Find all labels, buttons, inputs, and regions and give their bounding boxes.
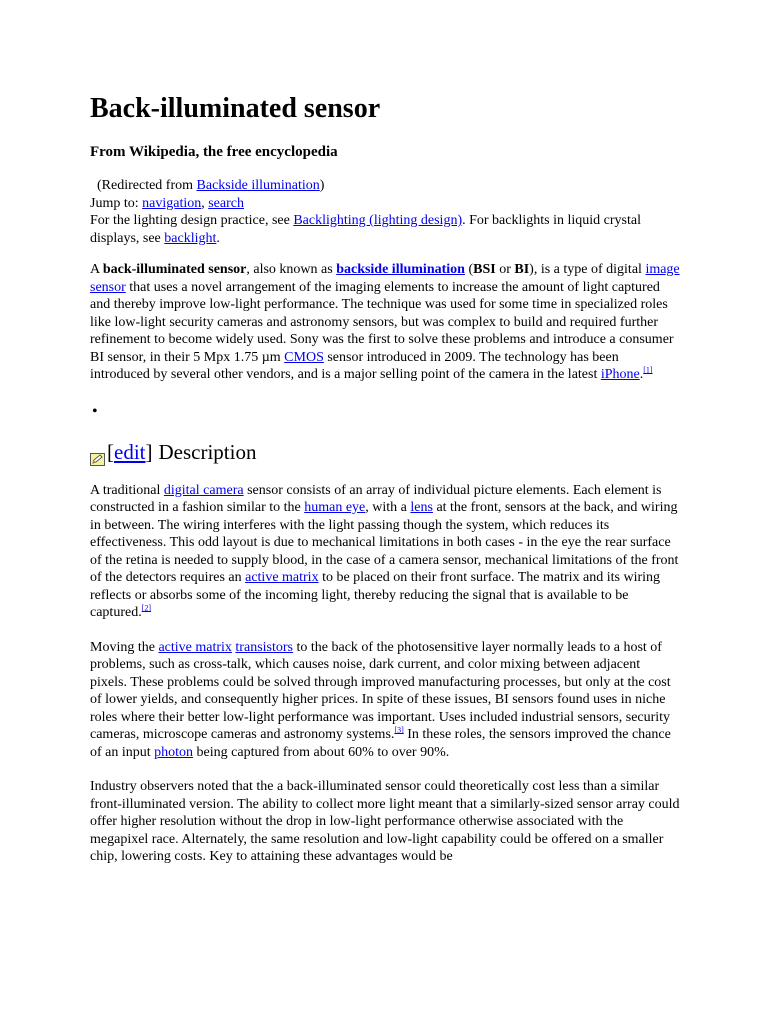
- list-bullet: •: [92, 402, 98, 420]
- see-prefix: For the lighting design practice, see: [90, 213, 294, 228]
- intro-text: ), is a type of digital: [529, 262, 646, 277]
- intro-text: (: [464, 262, 474, 277]
- intro-text: that uses a novel arrangement of the imaging elements to increase the amount of light captured and thereby improve low-light performance. The technique was used for some time in specialized roles like low-light security cameras and astronomy sensors, but was complex to build and required further refinement to become widely used. Sony was the first to solve these problems and introduce a consumer BI sensor, in their 5 Mpx 1.75 µm: [90, 279, 674, 365]
- disambiguation-note: [90, 212, 680, 247]
- jump-navigation-link[interactable]: navigation: [142, 195, 202, 211]
- edit-section-link[interactable]: edit: [114, 439, 146, 464]
- digital-camera-link[interactable]: digital camera: [163, 482, 244, 498]
- iphone-link[interactable]: iPhone: [600, 367, 640, 382]
- page-title: Back-illuminated sensor: [90, 93, 381, 124]
- edit-pencil-icon[interactable]: [90, 445, 105, 458]
- image-sensor-link[interactable]: image sensor: [90, 262, 680, 295]
- description-paragraph-1: [90, 482, 680, 622]
- description-paragraph-3: [90, 778, 680, 866]
- reference-3-link[interactable]: [3]: [394, 725, 404, 735]
- description-paragraph-2: [90, 639, 680, 762]
- article-content: [90, 90, 680, 866]
- desc-text: Industry observers noted that the a back-illuminated sensor could theoretically cost less than a similar front-illuminated version. The ability to collect more light meant that a similarly-sized sensor array could offer higher resolution without the drop in low-light performance otherwise associated with the megapixel race. Alternately, the same resolution and low-light capability could be offered on a smaller chip, lowering costs. Key to attaining these advantages would be: [90, 779, 680, 864]
- backlight-link[interactable]: backlight: [164, 230, 217, 246]
- backlighting-link[interactable]: Backlighting (lighting design): [293, 213, 463, 228]
- reference-3: [394, 725, 403, 734]
- desc-text: sensor consists of an array of individual picture elements. Each element is constructed in a fashion similar to the: [90, 482, 662, 515]
- intro-bold-bi: BI: [514, 262, 530, 277]
- active-matrix-link-2[interactable]: active matrix: [158, 639, 232, 655]
- jump-prefix: Jump to:: [90, 195, 143, 211]
- edit-bracket-open: [: [107, 439, 114, 464]
- intro-text: or: [495, 262, 515, 277]
- intro-bold-bsi: BSI: [473, 262, 496, 277]
- desc-text: being captured from about 60% to over 90%.: [193, 744, 450, 760]
- redirect-link[interactable]: Backside illumination: [196, 178, 320, 193]
- intro-bold-term: back-illuminated sensor: [102, 262, 247, 277]
- jump-search-link[interactable]: search: [208, 195, 244, 211]
- desc-text: Moving the: [90, 639, 159, 655]
- intro-text: .: [639, 367, 644, 382]
- reference-2-link[interactable]: [2]: [141, 603, 152, 613]
- reference-1: [643, 365, 652, 374]
- section-edit: [107, 438, 153, 466]
- backside-illumination-link[interactable]: [336, 262, 465, 277]
- see-mid: . For backlights in liquid crystal displays, see: [90, 213, 641, 246]
- desc-text: to the back of the photosensitive layer normally leads to a host of problems, such as cross-talk, which causes noise, dark current, and color mixing between adjacent pixels. These problems could be solved through improved manufacturing processes, but only at the cost of lower yields, and consequently higher prices. In spite of these issues, BI sensors found uses in niche roles where their better low-light performance was important. Uses included industrial sensors, security cameras, microscope cameras and astronomy systems.: [90, 639, 671, 742]
- active-matrix-link[interactable]: active matrix: [245, 570, 319, 585]
- intro-text: sensor introduced in 2009. The technology has been introduced by several other vendors, and is a major selling point of the camera in the latest: [90, 349, 619, 382]
- intro-paragraph: [90, 261, 680, 384]
- backside-illumination-link-label: backside illumination: [336, 262, 465, 277]
- jump-to: [90, 195, 680, 213]
- redirect-suffix: ): [319, 178, 325, 193]
- photon-link[interactable]: photon: [154, 744, 194, 760]
- see-suffix: .: [216, 230, 220, 246]
- edit-bracket-close: ]: [145, 439, 153, 464]
- desc-text: at the front, sensors at the back, and wiring in between. The wiring interferes with the light passing though the system, which reduces its effectiveness. This odd layout is due to mechanical limitations in both cases - in the eye the rear surface of the retina is needed to supply blood, in the case of a camera sensor, mechanical limitations of the front of the detectors requires an: [90, 500, 679, 585]
- section-title: Description: [158, 439, 257, 464]
- human-eye-link[interactable]: human eye: [304, 500, 366, 515]
- site-subtitle: From Wikipedia, the free encyclopedia: [90, 144, 338, 160]
- intro-text: A: [90, 262, 103, 277]
- redirect-note: [90, 177, 680, 195]
- lens-link[interactable]: lens: [410, 500, 433, 515]
- desc-text: In these roles, the sensors improved the chance of an input: [90, 727, 671, 760]
- redirect-prefix: (Redirected from: [97, 178, 197, 193]
- desc-text: to be placed on their front surface. The matrix and its wiring reflects or absorbs some of the incoming light, thereby reducing the signal that is available to be captured.: [90, 570, 661, 620]
- desc-text: A traditional: [90, 482, 164, 498]
- reference-2: [142, 603, 151, 612]
- intro-text: , also known as: [246, 262, 337, 277]
- desc-text: , with a: [365, 500, 411, 515]
- hatnote: [90, 177, 680, 247]
- transistors-link[interactable]: transistors: [235, 639, 293, 655]
- section-heading-description: [90, 438, 680, 466]
- jump-separator: ,: [201, 195, 209, 211]
- reference-1-link[interactable]: [1]: [643, 365, 653, 375]
- cmos-link[interactable]: CMOS: [284, 349, 324, 365]
